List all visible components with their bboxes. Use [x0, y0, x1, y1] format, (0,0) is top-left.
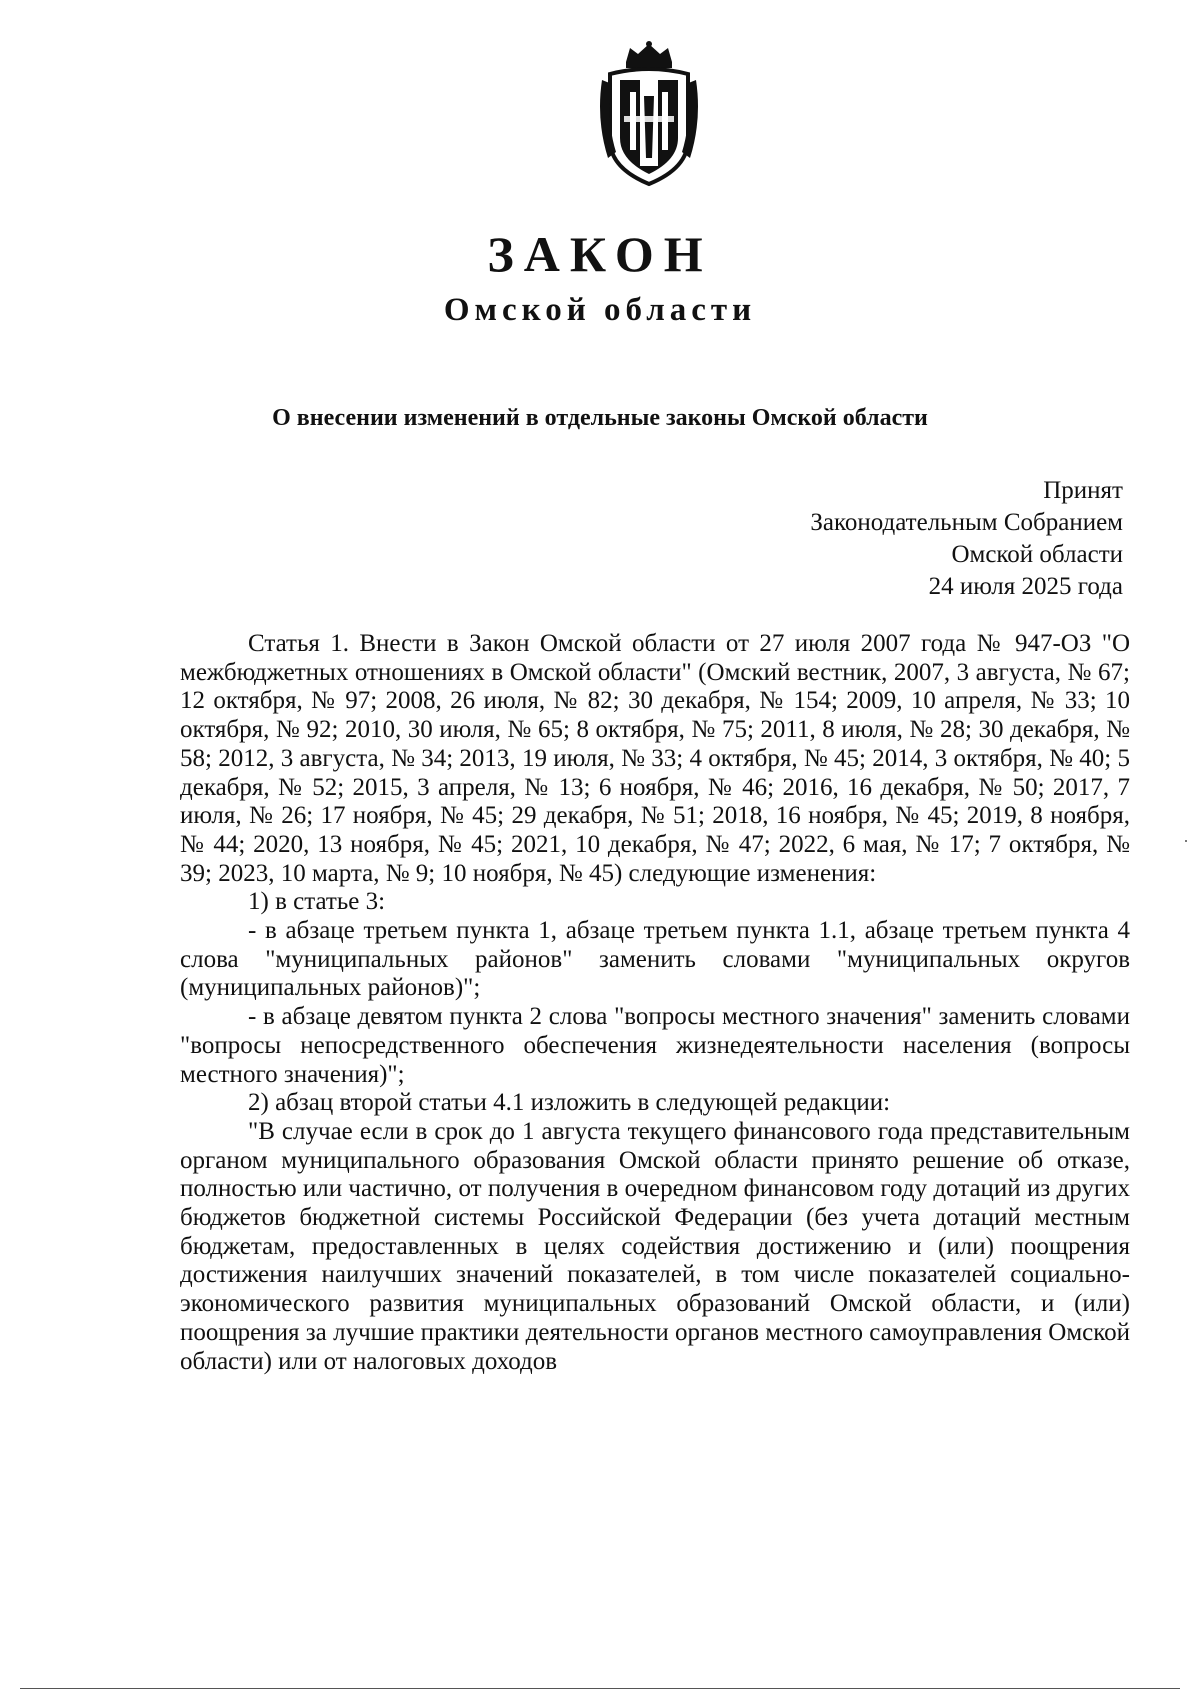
paragraph: 2) абзац второй статьи 4.1 изложить в следующей редакции: [248, 1089, 891, 1117]
adoption-block [810, 475, 1123, 603]
document-subtitle: Омской области [443, 292, 757, 328]
scan-artifact [1185, 840, 1187, 842]
page-bottom-rule [20, 1688, 1180, 1689]
adoption-line: Принят [1043, 477, 1123, 504]
paragraph: 1) в статье 3: [248, 888, 386, 916]
adoption-line: Законодательным Собранием [810, 509, 1123, 536]
paragraph: - в абзаце третьем пункта 1, абзаце третьем пункта 1.1, абзаце третьем пункта 4 слова "муниципальных районов" заменить словами "муниципальных округов (муниципальных районов)"; [180, 917, 1130, 1002]
law-body [180, 630, 1130, 1376]
document-title: ЗАКОН [487, 226, 713, 282]
adoption-date: 24 июля 2025 года [928, 573, 1123, 600]
adoption-line: Омской области [951, 541, 1123, 568]
paragraph: "В случае если в срок до 1 августа текущего финансового года представительным органом муниципального образования Омской области принято решение об отказе, полностью или частично, от получения в очередном финансовом году дотаций из других бюджетов бюджетной системы Российской Федерации (без учета дотаций местным бюджетам, предоставленных в целях содействия достижению и (или) поощрения достижения наилучших значений показателей, в том числе показателей социально-экономического развития муниципальных образований Омской области, и (или) поощрения за лучшие практики деятельности органов местного самоуправления Омской области) или от налоговых доходов [180, 1117, 1130, 1375]
paragraph: Статья 1. Внести в Закон Омской области от 27 июля 2007 года № 947-ОЗ "О межбюджетных отношениях в Омской области" (Омский вестник, 2007, 3 августа, № 67; 12 октября, № 97; 2008, 26 июля, № 82; 30 декабря, № 154; 2009, 10 апреля, № 33; 10 октября, № 92; 2010, 30 июля, № 65; 8 октября, № 75; 2011, 8 июля, № 28; 30 декабря, № 58; 2012, 3 августа, № 34; 2013, 19 июля, № 33; 4 октября, № 45; 2014, 3 октября, № 40; 5 декабря, № 52; 2015, 3 апреля, № 13; 6 ноября, № 46; 2016, 16 декабря, № 50; 2017, 7 июля, № 26; 17 ноября, № 45; 29 декабря, № 51; 2018, 16 ноября, № 45; 2019, 8 ноября, № 44; 2020, 13 ноября, № 45; 2021, 10 декабря, № 47; 2022, 6 мая, № 17; 7 октября, № 39; 2023, 10 марта, № 9; 10 ноября, № 45) следующие изменения: [180, 630, 1130, 887]
paragraph: - в абзаце девятом пункта 2 слова "вопросы местного значения" заменить словами "вопросы непосредственного обеспечения жизнедеятельности населения (вопросы местного значения)"; [180, 1003, 1130, 1088]
coat-of-arms-icon [590, 40, 708, 188]
law-heading: О внесении изменений в отдельные законы Омской области [272, 405, 928, 431]
